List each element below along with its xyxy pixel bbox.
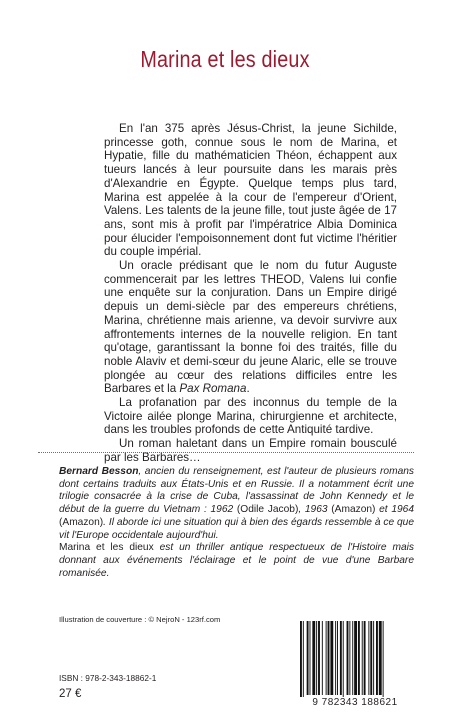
section-divider [38,452,414,453]
bio-text: et 1964 [375,504,415,516]
publisher: (Odile Jacob) [236,504,299,516]
bio-text: . Il aborde ici une situation qui à bien des égards ressemble à ce que vit l'Europe occidentale aujourd'hui. [59,516,414,541]
bio-text: est un thriller antique respectueux de l'Histoire mais donnant aux événements l'éclairage et le point de vue d'une Barbare romanisée. [59,542,414,579]
author-name: Bernard Besson [59,466,139,477]
synopsis [104,122,397,465]
barcode [296,621,414,704]
author-bio [59,466,414,580]
publisher: (Amazon) [331,504,376,516]
cover-illustration-credit: Illustration de couverture : © NejroN - 123rf.com [59,615,221,624]
synopsis-paragraph [104,259,397,396]
book-title-ref: Marina et les dieux [59,542,154,554]
bio-text: , 1963 [298,504,332,516]
synopsis-text: Un oracle prédisant que le nom du futur Auguste commencerait par les lettres THEOD, Valens lui confie une enquête sur la conjuration. Dans un Empire dirigé depuis un demi-siècle par des empereurs chrétiens, Marina, chrétienne mais arienne, va devoir survivre aux affrontements internes de la nouvelle religion. En tant qu'otage, garantissant la bonne foi des traités, fille du noble Alaviv et demi-sœur du jeune Alaric, elle se trouve plongée au cœur des relations difficiles entre les Barbares et la [104,259,397,396]
synopsis-paragraph: En l'an 375 après Jésus-Christ, la jeune Sichilde, princesse goth, connue sous le nom de Marina, et Hypatie, fille du mathématicien Théon, échappent aux tueurs lancés à leur poursuite dans les marais près d'Alexandrie en Égypte. Quelque temps plus tard, Marina est appelée à la cour de l'empereur d'Orient, Valens. Les talents de la jeune fille, tout juste âgée de 17 ans, sont mis à profit par l'impératrice Albia Dominica pour élucider l'empoisonnement dont fut victime l'héritier du couple impérial. [104,122,397,259]
bio-text: , ancien du renseignement, est l'auteur de plusieurs romans dont certains traduits aux États-Unis et en Russie. Il a notamment écrit une trilogie consacrée à la crise de Cuba, l'assassinat de John Kennedy et le début de la guerre du Vietnam : 1962 [59,466,414,516]
synopsis-paragraph: La profanation par des inconnus du temple de la Victoire ailée plonge Marina, chirurgienne et architecte, dans les troubles profonds de cette Antiquité tardive. [104,396,397,437]
synopsis-text-end: . [246,382,250,396]
book-title: Marina et les dieux [140,46,310,72]
price: 27 € [59,688,82,700]
synopsis-paragraph: Un roman haletant dans un Empire romain bousculé par les Barbares… [104,437,397,464]
author-bio-paragraph [59,542,414,580]
barcode-digits: 9 782343 188621 [296,697,414,708]
publisher: (Amazon) [59,516,104,528]
synopsis-italic: Pax Romana [179,382,247,396]
author-bio-paragraph [59,466,414,542]
isbn: ISBN : 978-2-343-18862-1 [59,673,157,683]
